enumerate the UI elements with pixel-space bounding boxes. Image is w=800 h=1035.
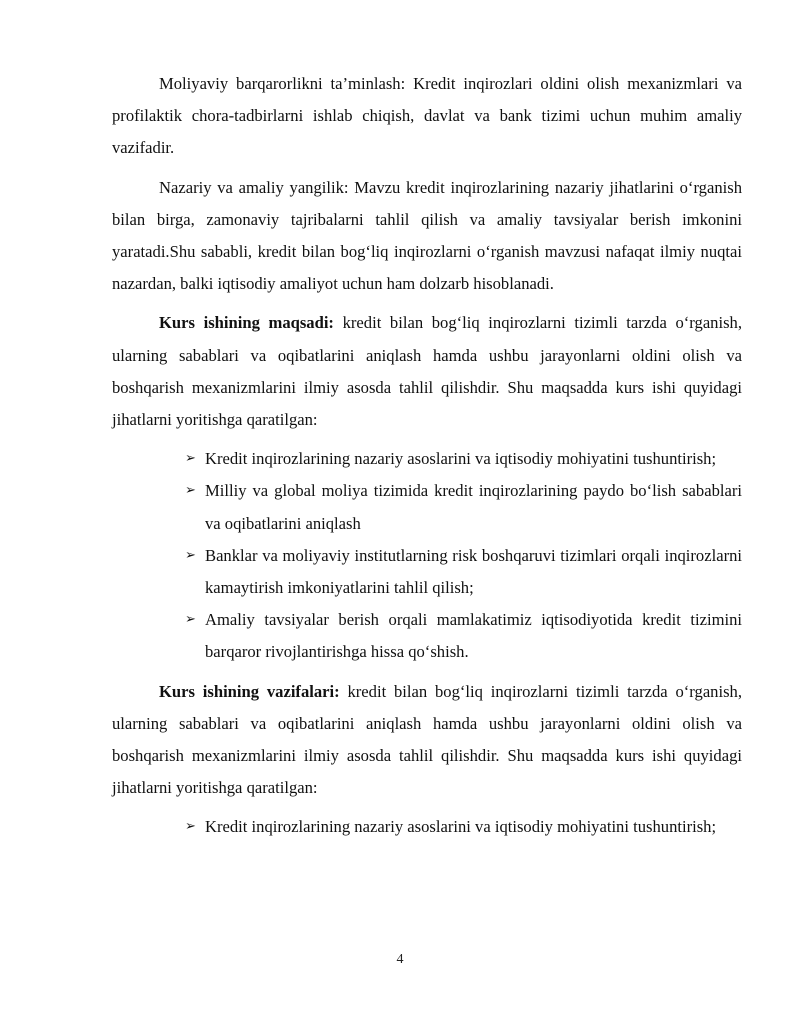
- list-item: [112, 475, 742, 539]
- list-item: [112, 811, 742, 843]
- paragraph-text: kredit bilan bog‘liq inqirozlarni tizimli tarzda o‘rganish, ularning sabablari va oqibatlarini aniqlash hamda ushbu jarayonlarni oldini olish va boshqarish mexanizmlarini ilmiy asosda tahlil qilishdir. Shu maqsadda kurs ishi quyidagi jihatlarni yoritishga qaratilgan:: [112, 681, 742, 798]
- list-item-text: Banklar va moliyaviy institutlarning risk boshqaruvi tizimlari orqali inqirozlarni kamaytirish imkoniyatlarini tahlil qilish;: [205, 545, 742, 598]
- list-item: [112, 443, 742, 475]
- paragraph-heading: Kurs ishining maqsadi:: [159, 313, 334, 333]
- arrow-bullet-icon: ➢: [185, 483, 196, 499]
- list-item-text: Milliy va global moliya tizimida kredit inqirozlarining paydo bo‘lish sabablari va oqibatlarini aniqlash: [205, 481, 742, 533]
- paragraph-text: kredit bilan bog‘liq inqirozlarni tizimli tarzda o‘rganish, ularning sabablari va oqibatlarini aniqlash hamda ushbu jarayonlarni oldini olish va boshqarish mexanizmlarini ilmiy asosda tahlil qilishdir. Shu maqsadda kurs ishi quyidagi jihatlarni yoritishga qaratilgan:: [112, 313, 742, 430]
- arrow-bullet-icon: ➢: [185, 819, 196, 835]
- tasks-list: [112, 811, 742, 843]
- list-item-text: Kredit inqirozlarining nazariy asoslarini va iqtisodiy mohiyatini tushuntirish;: [205, 449, 717, 469]
- paragraph-heading: Kurs ishining vazifalari:: [159, 681, 340, 701]
- arrow-bullet-icon: ➢: [185, 612, 196, 628]
- list-item: [112, 540, 742, 604]
- document-page: [112, 68, 742, 851]
- page-number: 4: [396, 952, 404, 967]
- arrow-bullet-icon: ➢: [185, 451, 196, 467]
- list-item: [112, 604, 742, 668]
- goals-list: [112, 443, 742, 668]
- paragraph-course-tasks: [112, 676, 742, 805]
- list-item-text: Amaliy tavsiyalar berish orqali mamlakatimiz iqtisodiyotida kredit tizimini barqaror rivojlantirishga hissa qo‘shish.: [205, 610, 742, 662]
- paragraph-course-goal: [112, 307, 742, 436]
- paragraph-text: Moliyaviy barqarorlikni ta’minlash: Kredit inqirozlari oldini olish mexanizmlari va profilaktik chora-tadbirlarni ishlab chiqish, davlat va bank tizimi uchun muhim amaliy vazifadir.: [112, 74, 742, 158]
- paragraph-financial-stability: [112, 68, 742, 165]
- paragraph-theoretical-novelty: [112, 172, 742, 301]
- list-item-text: Kredit inqirozlarining nazariy asoslarini va iqtisodiy mohiyatini tushuntirish;: [205, 817, 717, 837]
- paragraph-text: Nazariy va amaliy yangilik: Mavzu kredit inqirozlarining nazariy jihatlarini o‘rganish bilan birga, zamonaviy tajribalarni tahlil qilish va amaliy tavsiyalar berish imkonini yaratadi.Shu sababli, kredit bilan bog‘liq inqirozlarni o‘rganish mavzusi nafaqat ilmiy nuqtai nazardan, balki iqtisodiy amaliyot uchun ham dolzarb hisoblanadi.: [112, 177, 742, 294]
- arrow-bullet-icon: ➢: [185, 547, 196, 563]
